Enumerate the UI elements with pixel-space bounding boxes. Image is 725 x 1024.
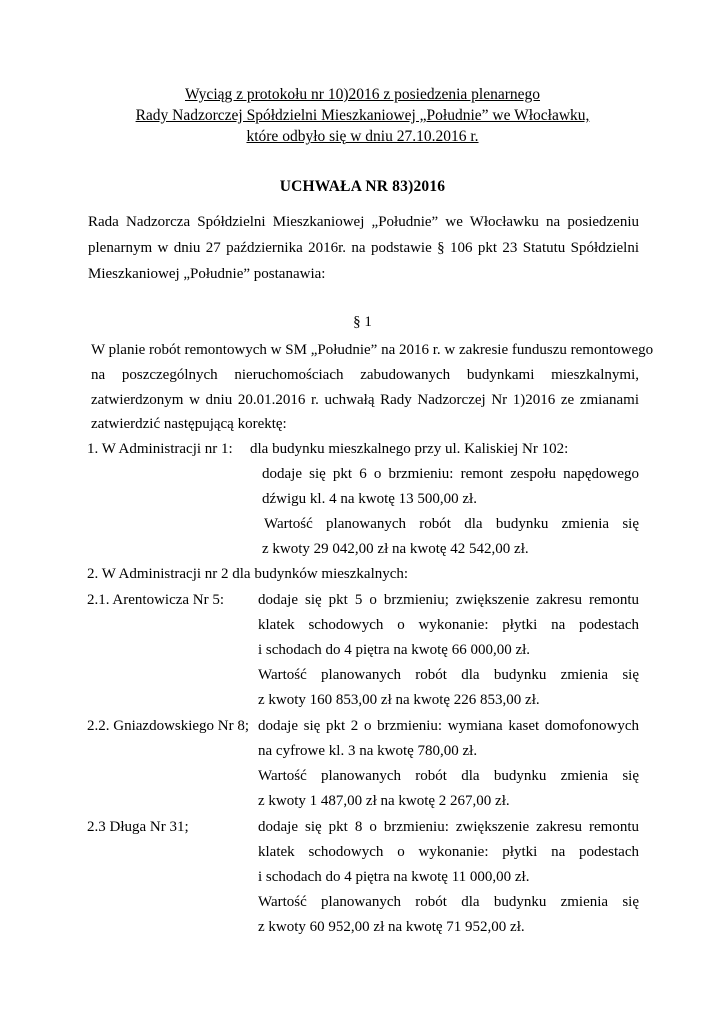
item-2-3-desc-3: i schodach do 4 piętra na kwotę 11 000,00 zł. — [258, 869, 530, 885]
item-2-3-desc-1: dodaje się pkt 8 o brzmieniu: zwiększenie zakresu remontu — [258, 819, 639, 835]
header-line-1: Wyciąg z protokołu nr 10)2016 z posiedzenia plenarnego — [184, 86, 541, 103]
item-2-3-desc-2: klatek schodowych o wykonanie: płytki na podestach — [258, 844, 639, 860]
item-2-3-value-2: z kwoty 60 952,00 zł na kwotę 71 952,00 zł. — [258, 919, 525, 935]
item-2-1-desc-2: klatek schodowych o wykonanie: płytki na podestach — [258, 617, 639, 633]
item-2-2-value-2: z kwoty 1 487,00 zł na kwotę 2 267,00 zł. — [258, 793, 510, 809]
section-text-line-3: zatwierdzonym w dniu 20.01.2016 r. uchwałą Rady Nadzorczej Nr 1)2016 ze zmianami — [91, 392, 639, 408]
header-line-3: które odbyło się w dniu 27.10.2016 r. — [246, 128, 479, 145]
item-2-2-desc-2: na cyfrowe kl. 3 na kwotę 780,00 zł. — [258, 743, 478, 759]
intro-line-2: plenarnym w dniu 27 października 2016r. na podstawie § 106 pkt 23 Statutu Spółdzielni — [88, 240, 639, 256]
section-text-line-1: W planie robót remontowych w SM „Południe” na 2016 r. w zakresie funduszu remontowego — [91, 342, 654, 358]
intro-line-3: Mieszkaniowej „Południe” postanawia: — [88, 266, 326, 282]
item-2-2-value-1: Wartość planowanych robót dla budynku zmienia się — [258, 768, 639, 784]
resolution-title: UCHWAŁA NR 83)2016 — [279, 178, 446, 195]
intro-paragraph — [88, 212, 639, 284]
item-1-value-1: Wartość planowanych robót dla budynku zmienia się — [264, 516, 639, 532]
intro-line-1: Rada Nadzorcza Spółdzielni Mieszkaniowej „Południe” we Włocławku na posiedzeniu — [88, 214, 639, 230]
section-heading: § 1 — [353, 314, 372, 330]
item-1-label: 1. W Administracji nr 1: — [87, 441, 233, 457]
item-2-label: 2. W Administracji nr 2 dla budynków mieszkalnych: — [87, 566, 409, 582]
section-text-line-2: na poszczególnych nieruchomościach zabudowanych budynkami mieszkalnymi, — [91, 367, 639, 383]
item-1-desc-2: dźwigu kl. 4 na kwotę 13 500,00 zł. — [262, 491, 477, 507]
item-2-1-desc-3: i schodach do 4 piętra na kwotę 66 000,00 zł. — [258, 642, 531, 658]
item-2-2-desc-1: dodaje się pkt 2 o brzmieniu: wymiana kaset domofonowych — [258, 718, 639, 734]
item-1-value-2: z kwoty 29 042,00 zł na kwotę 42 542,00 zł. — [262, 541, 529, 557]
item-1-building: dla budynku mieszkalnego przy ul. Kaliskiej Nr 102: — [250, 441, 569, 457]
item-2-1-desc-1: dodaje się pkt 5 o brzmieniu; zwiększenie zakresu remontu — [258, 592, 639, 608]
item-2-2-label: 2.2. Gniazdowskiego Nr 8; — [87, 718, 250, 734]
header-line-2: Rady Nadzorczej Spółdzielni Mieszkaniowej „Południe” we Włocławku, — [135, 107, 590, 124]
item-1-desc-1: dodaje się pkt 6 o brzmieniu: remont zespołu napędowego — [262, 466, 639, 482]
item-2-3-label: 2.3 Długa Nr 31; — [87, 819, 189, 835]
item-2-1-value-1: Wartość planowanych robót dla budynku zmienia się — [258, 667, 639, 683]
section-text-line-4: zatwierdzić następującą korektę: — [91, 416, 287, 432]
item-2-1-label: 2.1. Arentowicza Nr 5: — [87, 592, 225, 608]
item-2-3-value-1: Wartość planowanych robót dla budynku zmienia się — [258, 894, 639, 910]
document-header — [0, 84, 725, 147]
item-2-1-value-2: z kwoty 160 853,00 zł na kwotę 226 853,00 zł. — [258, 692, 540, 708]
